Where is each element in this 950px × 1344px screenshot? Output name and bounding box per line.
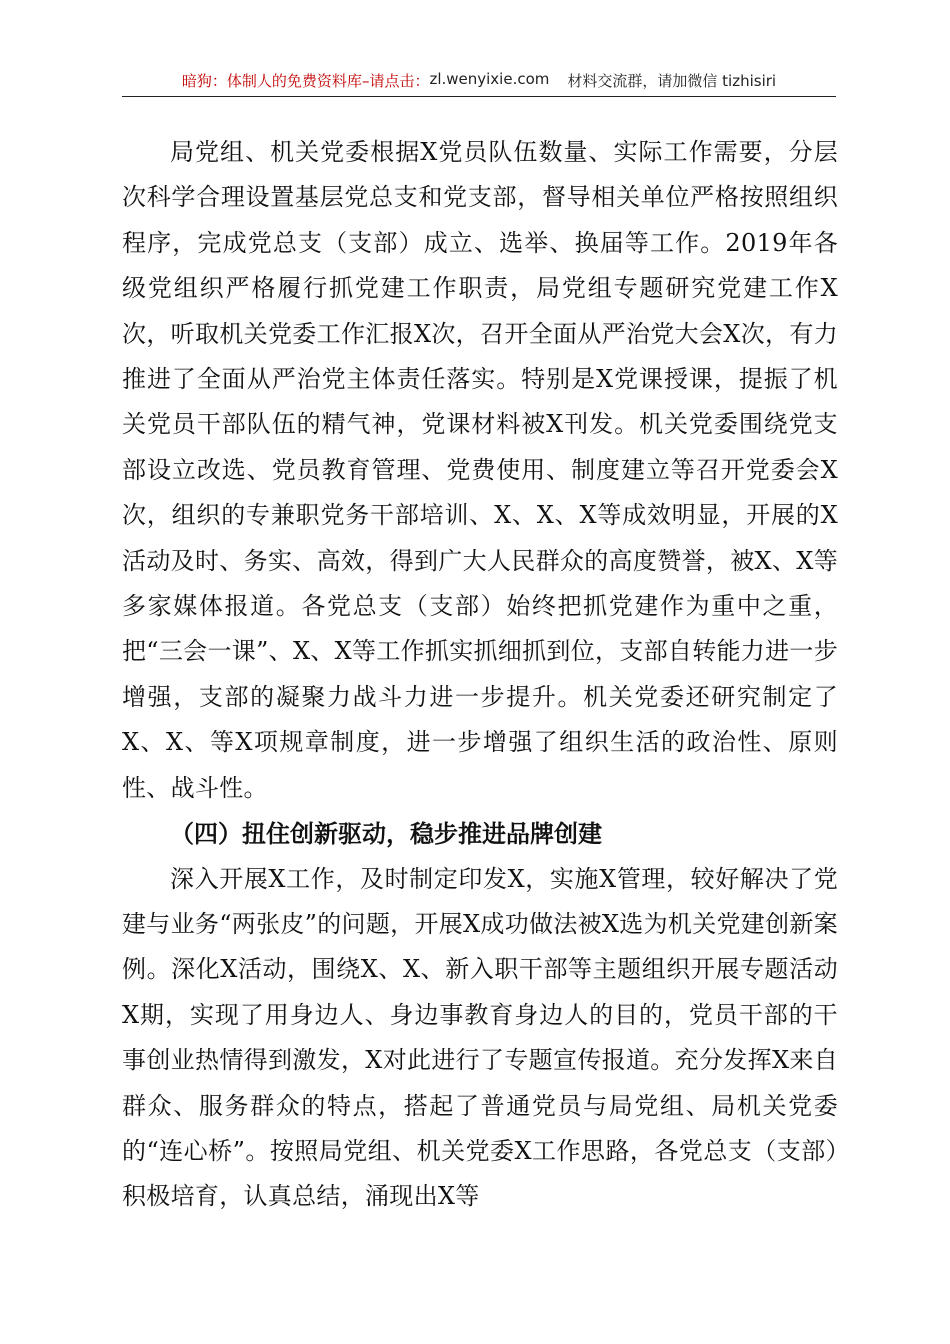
page-header bbox=[122, 70, 836, 97]
header-separator: –请点击： bbox=[361, 72, 430, 90]
body-paragraph-1: 局党组、机关党委根据X党员队伍数量、实际工作需要，分层次科学合理设置基层党总支和党支部，督导相关单位严格按照组织程序，完成党总支（支部）成立、选举、换届等工作。2019年各级党组织严格履行抓党建工作职责，局党组专题研究党建工作X次，听取机关党委工作汇报X次，召开全面从严治党大会X次，有力推进了全面从严治党主体责任落实。特别是X党课授课，提振了机关党员干部队伍的精气神，党课材料被X刊发。机关党委围绕党支部设立改选、党员教育管理、党费使用、制度建立等召开党委会X次，组织的专兼职党务干部培训、X、X、X等成效明显，开展的X活动及时、务实、高效，得到广大人民群众的高度赞誉，被X、X等多家媒体报道。各党总支（支部）始终把抓党建作为重中之重，把“三会一课”、X、X等工作抓实抓细抓到位，支部自转能力进一步增强，支部的凝聚力战斗力进一步提升。机关党委还研究制定了X、X、等X项规章制度，进一步增强了组织生活的政治性、原则性、战斗性。 bbox=[122, 138, 839, 802]
header-site-name: 暗狗：体制人的免费资料库 bbox=[181, 72, 362, 90]
body-paragraph-2: 深入开展X工作，及时制定印发X，实施X管理，较好解决了党建与业务“两张皮”的问题，开展X成功做法被X选为机关党建创新案例。深化X活动，围绕X、X、新入职干部等主题组织开展专题活动X期，实现了用身边人、身边事教育身边人的目的，党员干部的干事创业热情得到激发，X对此进行了专题宣传报道。充分发挥X来自群众、服务群众的特点，搭起了普通党员与局党组、局机关党委的“连心桥”。按照局党组、机关党委X工作思路，各党总支（支部）积极培育，认真总结，涌现出X等 bbox=[122, 864, 839, 1211]
header-contact: 材料交流群，请加微信 tizhisiri bbox=[567, 72, 777, 90]
document-body bbox=[122, 130, 838, 1220]
section-heading: （四）扭住创新驱动，稳步推进品牌创建 bbox=[170, 819, 602, 849]
header-url-link[interactable]: zl.wenyixie.com bbox=[429, 70, 550, 88]
